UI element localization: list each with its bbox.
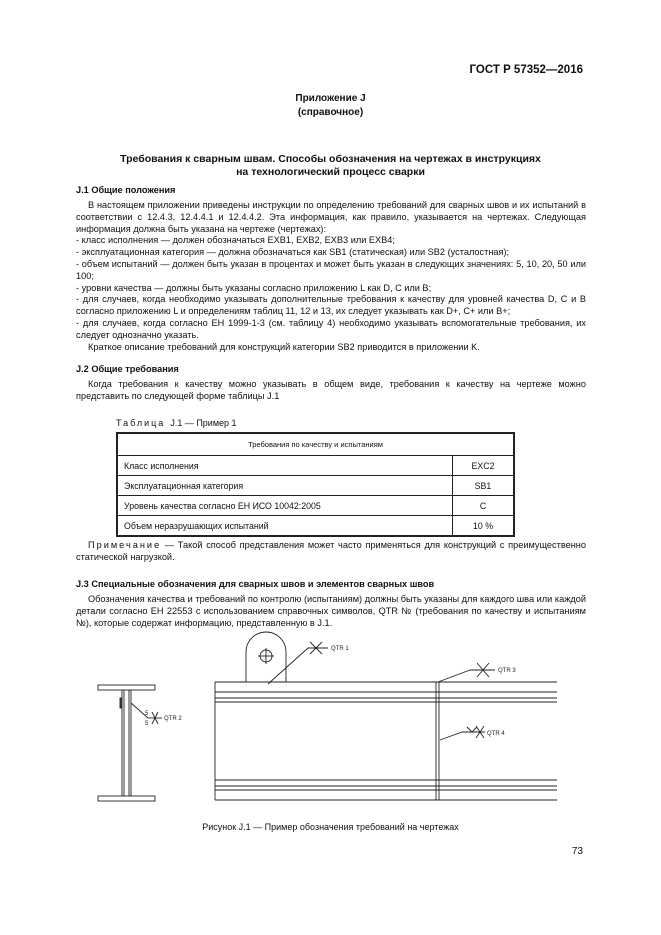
- table-caption-word: Таблица: [116, 418, 166, 428]
- appendix-subtitle: (справочное): [297, 107, 364, 118]
- table-row: [117, 496, 514, 516]
- main-title: [0, 153, 661, 179]
- table-caption-number: J.1 — Пример 1: [170, 418, 237, 428]
- paragraph: Краткое описание требований для конструкций категории SB2 приводится в приложении K.: [88, 341, 480, 352]
- list-item: - для случаев, когда согласно ЕН 1999-1-3 (см. таблицу 4) необходимо указывать вспомогательные требования, их следует однозначно указать.: [76, 317, 586, 340]
- qtr4-label: QTR 4: [487, 731, 505, 737]
- table-cell-value: 10 %: [453, 516, 515, 537]
- section-body-j2: [76, 379, 586, 403]
- figure-caption: Рисунок J.1 — Пример обозначения требований на чертежах: [202, 822, 459, 832]
- qtr1-label: QTR 1: [331, 646, 349, 652]
- table-cell-label: Объем неразрушающих испытаний: [117, 516, 453, 537]
- list-item: - эксплуатационная категория — должна обозначаться как SB1 (статическая) или SB2 (усталостная);: [76, 247, 510, 258]
- document-header: ГОСТ Р 57352—2016: [469, 64, 583, 76]
- note-text: — Такой способ представления может часто применяться для конструкций с преимущественно статической нагрузкой.: [76, 540, 586, 562]
- lug-plate: [246, 632, 286, 682]
- table-header-cell: Требования по качеству и испытаниям: [117, 433, 514, 456]
- appendix-title: Приложение J: [295, 93, 366, 104]
- beam-elevation: [215, 682, 557, 800]
- i-beam-section: [98, 685, 155, 801]
- table-cell-label: Уровень качества согласно ЕН ИСО 10042:2005: [117, 496, 453, 516]
- paragraph: Когда требования к качеству можно указывать в общем виде, требования к качеству на чертеже можно представить по следующей форме таблицы J.1: [76, 379, 586, 401]
- note-word: Примечание: [88, 540, 162, 550]
- weld-size-top: 5: [145, 711, 149, 717]
- table-cell-label: Эксплуатационная категория: [117, 476, 453, 496]
- list-item: - класс исполнения — должен обозначаться EXB1, EXB2, EXB3 или EXB4;: [76, 235, 395, 246]
- qtr3-label: QTR 3: [498, 668, 516, 674]
- table-caption: [116, 418, 237, 428]
- table-cell-label: Класс исполнения: [117, 456, 453, 476]
- page-number: 73: [571, 846, 583, 857]
- table-header-row: [117, 433, 514, 456]
- section-heading-j2: J.2 Общие требования: [76, 364, 179, 374]
- paragraph: В настоящем приложении приведены инструкции по определению требований для сварных швов и их испытаний в соответствии с 12.4.3, 12.4.4.1 и 12.4.4.2. Эта информация, как правило, указывается на чертежах. Следующая информация должна быть указана на чертеже (чертежах):: [76, 200, 586, 234]
- section-body-j1: [76, 200, 586, 353]
- section-body-j3: [76, 594, 586, 629]
- list-item: - для случаев, когда необходимо указывать дополнительные требования к качеству для уровней качества D, C и B согласно приложению L и определениям таблиц 11, 12 и 13, их следует указывать как D+, C+ или B+;: [76, 294, 586, 317]
- section-heading-j1: J.1 Общие положения: [76, 185, 176, 195]
- section-heading-j3: J.3 Специальные обозначения для сварных швов и элементов сварных швов: [76, 579, 435, 589]
- requirements-table: [116, 432, 515, 537]
- table-cell-value: SB1: [453, 476, 515, 496]
- table-cell-value: C: [453, 496, 515, 516]
- main-title-line1: Требования к сварным швам. Способы обозначения на чертежах в инструкциях: [120, 153, 541, 165]
- table-row: [117, 476, 514, 496]
- table-cell-value: EXC2: [453, 456, 515, 476]
- weld-size-bottom: 5: [145, 721, 149, 727]
- list-item: - объем испытаний — должен быть указан в процентах и может быть указан в следующих значениях: 5, 10, 20, 50 или 100;: [76, 258, 586, 281]
- weld-drawing-figure: [0, 630, 661, 820]
- table-row: [117, 516, 514, 537]
- list-item: - уровни качества — должны быть указаны согласно приложению L как D, C или B;: [76, 282, 432, 293]
- table-note: [76, 540, 586, 564]
- table-row: [117, 456, 514, 476]
- paragraph: Обозначения качества и требований по контролю (испытаниям) должны быть указаны для каждого шва или каждой детали согласно ЕН 22553 с использованием справочных символов, QTR № (требования по качеству и испытаниям №), которые содержат информацию, представленную в J.1.: [76, 594, 586, 628]
- qtr2-label: QTR 2: [164, 716, 182, 722]
- main-title-line2: на технологический процесс сварки: [236, 166, 425, 178]
- appendix-heading: [0, 92, 661, 120]
